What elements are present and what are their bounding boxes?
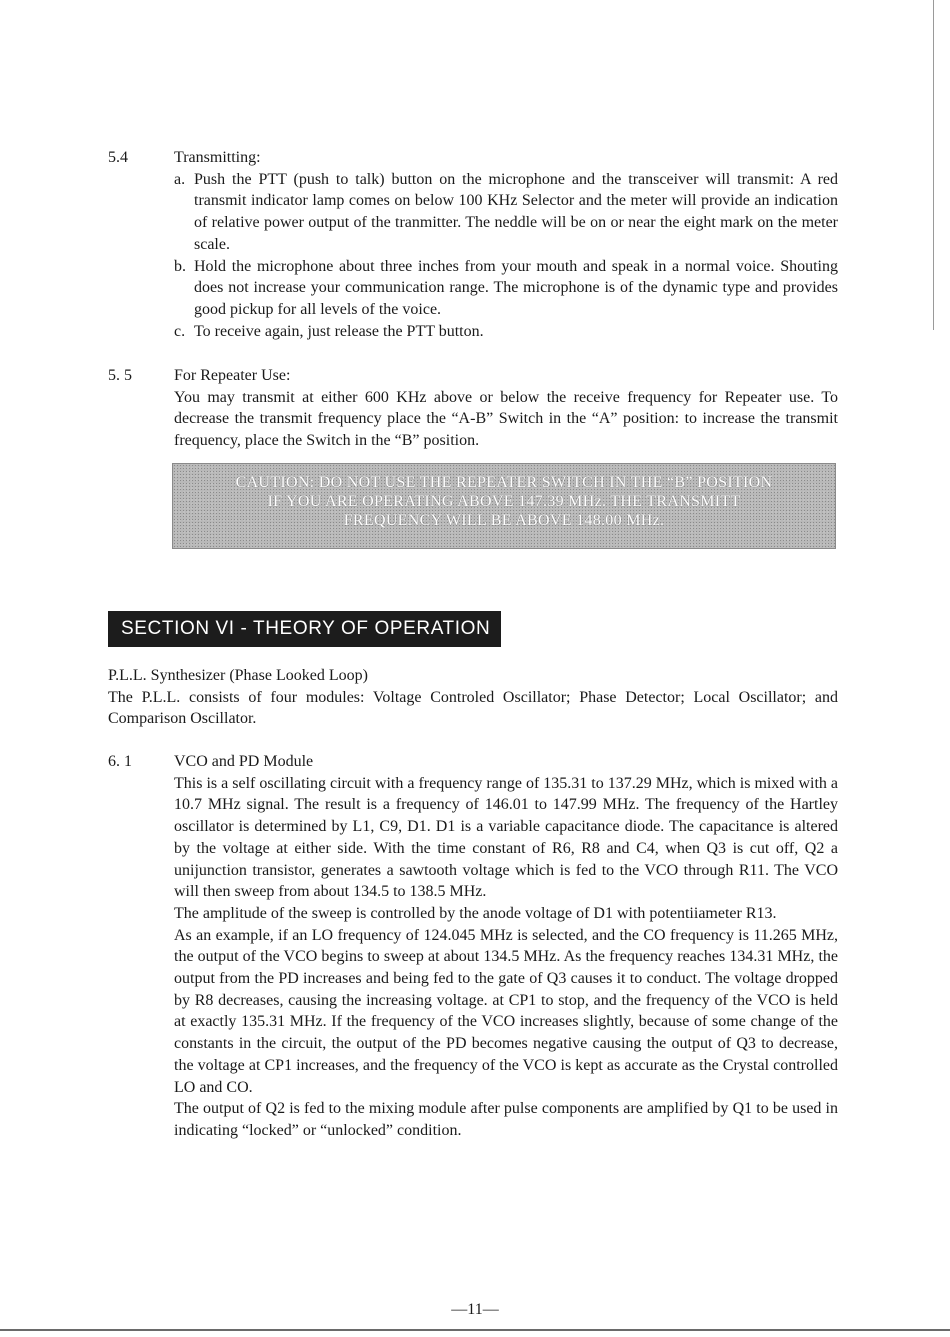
item-text: Hold the microphone about three inches from your mouth and speak in a normal voice. Shouting does not increase your communication range. The microphone is of the dynamic type and provides good pickup for all levels of the voice. xyxy=(194,257,838,318)
paragraph: As an example, if an LO frequency of 124.045 MHz is selected, and the CO frequency is 11.265 MHz, the output of the VCO begins to sweep at about 134.5 MHz. As the frequency reaches 134.31 MHz, the output from the PD increases and being fed to the gate of Q3 causes it to conduct. The voltage dropped by R8 decreases, causing the increasing voltage. at CP1 to stop, and the frequency of the VCO is held at exactly 135.31 MHz. If the frequency of the VCO increases slightly, because of some change of the constants in the circuit, the output of the PD becomes negative causing the output of Q3 to decrease, the voltage at CP1 increases, and the frequency of the VCO is kept as accurate as the Crystal controlled LO and CO. xyxy=(174,926,838,1096)
section-number: 6. 1 xyxy=(108,753,132,770)
section-6-1 xyxy=(108,751,838,1142)
item-marker: c. xyxy=(174,322,186,340)
section-number: 5. 5 xyxy=(108,367,132,384)
page-number: —11— xyxy=(451,1301,499,1318)
pll-intro xyxy=(108,665,838,730)
item-marker: b. xyxy=(174,257,186,275)
section-text: You may transmit at either 600 KHz above or below the receive frequency for Repeater use. To decrease the transmit frequency place the “A-B” Switch in the “A” position: to increase the transmit frequency, place the Switch in the “B” position. xyxy=(174,388,838,450)
caution-line: CAUTION: DO NOT USE THE REPEATER SWITCH IN THE “B” POSITION xyxy=(235,474,773,491)
caution-line: IF YOU ARE OPERATING ABOVE 147.39 MHz. THE TRANSMITT xyxy=(267,493,741,510)
pll-title: P.L.L. Synthesizer (Phase Looked Loop) xyxy=(108,667,368,684)
item-text: To receive again, just release the PTT button. xyxy=(194,322,484,340)
list-item xyxy=(174,256,838,321)
page-bottom-line xyxy=(0,1329,950,1331)
section-title: For Repeater Use: xyxy=(174,367,291,384)
section-title: VCO and PD Module xyxy=(174,753,314,770)
section-5-5 xyxy=(108,365,838,452)
section-5-4 xyxy=(108,147,838,342)
section-header: SECTION VI - THEORY OF OPERATION xyxy=(108,611,501,647)
section-number: 5.4 xyxy=(108,149,128,166)
section-title: Transmitting: xyxy=(174,149,261,166)
paragraph: The output of Q2 is fed to the mixing module after pulse components are amplified by Q1 to be used in indicating “locked” or “unlocked” condition. xyxy=(174,1100,838,1139)
list-item xyxy=(174,169,838,256)
item-marker: a. xyxy=(174,170,186,188)
paragraph: This is a self oscillating circuit with a frequency range of 135.31 to 137.29 MHz, which is mixed with a 10.7 MHz signal. The result is a frequency of 146.01 to 147.99 MHz. The frequency of the Hartley oscillator is determined by L1, C9, D1. D1 is a variable capacitance diode. The capacitance is altered by the voltage at either side. With the time constant of R6, R8 and C4, when Q3 is cut off, Q2 a unijunction transistor, generates a sawtooth voltage which is fed to the VCO through R11. The VCO will then sweep from about 134.5 to 138.5 MHz. xyxy=(174,774,838,901)
page-edge-line xyxy=(933,0,934,330)
caution-box xyxy=(172,463,836,549)
list-item xyxy=(174,321,838,343)
paragraph: The amplitude of the sweep is controlled by the anode voltage of D1 with potentiiameter R13. xyxy=(174,904,777,922)
caution-line: FREQUENCY WILL BE ABOVE 148.00 MHz. xyxy=(343,512,665,529)
item-text: Push the PTT (push to talk) button on the microphone and the transceiver will transmit: A red transmit indicator lamp comes on below 100 KHz Selector and the meter will provide an indication of relative power output of the tranmitter. The neddle will be on or near the eight mark on the meter scale. xyxy=(194,170,838,253)
pll-text: The P.L.L. consists of four modules: Voltage Controled Oscillator; Phase Detector; Local Oscillator; and Comparison Oscillator. xyxy=(108,688,838,728)
